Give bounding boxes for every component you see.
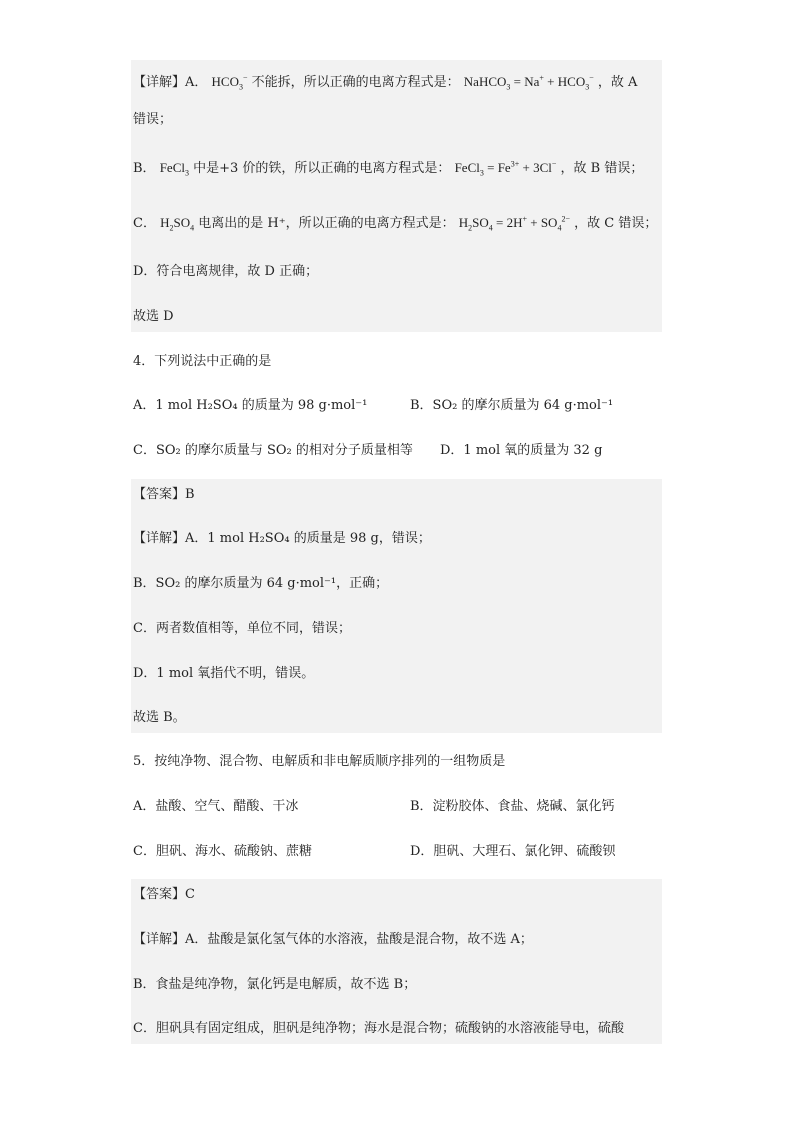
q5-option-c: C．胆矾、海水、硫酸钠、蔗糖	[133, 844, 312, 859]
q4-option-b: B．SO₂ 的摩尔质量为 64 g·mol⁻¹	[410, 398, 614, 413]
q5-answer: 【答案】C	[133, 887, 195, 902]
q3-equation-b: FeCl$_3$ = $Fe^{3+} + 3Cl^-$	[454, 159, 557, 178]
q3-explain-b: B． FeCl$_3$ 中是+3 价的铁，所以正确的电离方程式是： FeCl$_3$ = $Fe^{3+} + 3Cl^-$ ，故 B 错误；	[133, 159, 644, 178]
q4-explain-c: C．两者数值相等，单位不同，错误；	[133, 621, 351, 636]
q4-answer: 【答案】B	[133, 487, 195, 502]
q5-option-a: A．盐酸、空气、醋酸、干冰	[133, 799, 299, 814]
q4-explain-a: 【详解】A．1 mol H₂SO₄ 的质量是 98 g，错误；	[133, 531, 431, 546]
q5-option-d: D．胆矾、大理石、氯化钾、硫酸钡	[410, 844, 616, 859]
q3-equation-c: $H_2SO_4 = 2H^+ + SO_4^{2-}$	[458, 214, 570, 233]
q4-explain-d: D．1 mol 氧指代不明，错误。	[133, 666, 315, 681]
q3-explain-d: D．符合电离规律，故 D 正确；	[133, 264, 319, 279]
q3-choose: 故选 D	[133, 309, 174, 324]
q4-answer-block	[131, 479, 662, 733]
q5-explain-c: C．胆矾具有固定组成，胆矾是纯净物；海水是混合物；硫酸钠的水溶液能导电，硫酸	[133, 1021, 624, 1036]
q5-option-b: B．淀粉胶体、食盐、烧碱、氯化钙	[410, 799, 615, 814]
q4-option-d: D．1 mol 氧的质量为 32 g	[440, 443, 603, 458]
q4-choose: 故选 B。	[133, 710, 186, 725]
q4-explain-b: B．SO₂ 的摩尔质量为 64 g·mol⁻¹，正确；	[133, 576, 389, 591]
q5-explain-a: 【详解】A．盐酸是氯化氢气体的水溶液，盐酸是混合物，故不选 A；	[133, 932, 533, 947]
q3-explain-a: 【详解】A． $HCO_3^-$ 不能拆，所以正确的电离方程式是： NaHCO$_3$ = $Na^+ + HCO_3^-$ ，故 A	[133, 73, 638, 92]
q5-stem: 5．按纯净物、混合物、电解质和非电解质顺序排列的一组物质是	[133, 754, 506, 769]
q3-explain-c: C． $H_2SO_4$ 电离出的是 H⁺，所以正确的电离方程式是： $H_2SO_4 = 2H^+ + SO_4^{2-}$ ，故 C 错误；	[133, 214, 658, 233]
q4-stem: 4．下列说法中正确的是	[133, 354, 272, 369]
q3-explain-a-cont: 错误；	[133, 112, 173, 127]
q3-explanation-block	[131, 60, 662, 332]
q4-option-a: A．1 mol H₂SO₄ 的质量为 98 g·mol⁻¹	[133, 398, 368, 413]
q4-option-c: C．SO₂ 的摩尔质量与 SO₂ 的相对分子质量相等	[133, 443, 413, 458]
q5-explain-b: B．食盐是纯净物，氯化钙是电解质，故不选 B；	[133, 977, 417, 992]
q3-equation-a: NaHCO$_3$ = $Na^+ + HCO_3^-$	[463, 73, 594, 92]
